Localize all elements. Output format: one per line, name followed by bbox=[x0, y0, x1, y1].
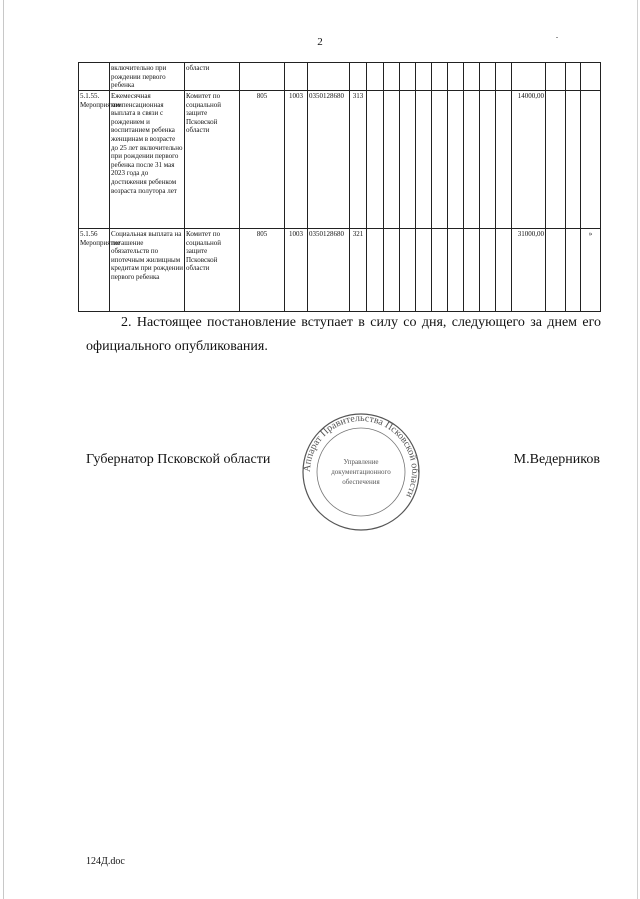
cell-csr: 0350128680 bbox=[308, 229, 350, 312]
cell-rzpr: 1003 bbox=[285, 91, 308, 229]
stamp-inner-line: Управление bbox=[343, 458, 379, 466]
cell-grbs: 805 bbox=[240, 229, 285, 312]
file-name: 124Д.doc bbox=[86, 856, 125, 867]
official-stamp bbox=[296, 412, 426, 532]
cell-rzpr: 1003 bbox=[285, 229, 308, 312]
stamp-inner-line: документационного bbox=[331, 468, 391, 476]
cell-code: 5.1.55. Мероприятие bbox=[79, 91, 110, 229]
cell-executor: Комитет по социальной защите Псковской области bbox=[185, 91, 240, 229]
cell-end-mark bbox=[581, 91, 601, 229]
page-number: 2 bbox=[317, 36, 323, 48]
table-row-continued bbox=[79, 63, 601, 91]
table-row bbox=[79, 91, 601, 229]
scan-edge-right bbox=[637, 0, 638, 899]
stamp-outer-text: Аппарат Правительства Псковской области bbox=[301, 412, 421, 500]
signature-name: М.Ведерников bbox=[513, 452, 600, 467]
cell-amount: 14000,00 bbox=[512, 91, 546, 229]
cell-executor: области bbox=[185, 63, 240, 91]
signature-position: Губернатор Псковской области bbox=[86, 452, 271, 467]
cell-end-mark: » bbox=[581, 229, 601, 312]
cell-description: Ежемесячная компенсационная выплата в связи с рождением и воспитанием ребенка женщинам в возрасте до 25 лет включительно при рождении первого ребенка после 31 мая 2023 года до достижения ребенком возраста полутора лет bbox=[110, 91, 185, 229]
cell-vr: 321 bbox=[350, 229, 367, 312]
cell-amount: 31000,00 bbox=[512, 229, 546, 312]
cell-description: включительно при рождении первого ребенка bbox=[110, 63, 185, 91]
cell-description: Социальная выплата на погашение обязательств по ипотечным жилищным кредитам при рождении первого ребенка bbox=[110, 229, 185, 312]
cell-grbs: 805 bbox=[240, 91, 285, 229]
stamp-inner-line: обеспечения bbox=[342, 478, 380, 486]
scan-edge-left bbox=[3, 0, 4, 899]
cell-vr: 313 bbox=[350, 91, 367, 229]
table-row bbox=[79, 229, 601, 312]
cell-executor: Комитет по социальной защите Псковской области bbox=[185, 229, 240, 312]
budget-table bbox=[78, 62, 601, 312]
cell-csr: 0350128680 bbox=[308, 91, 350, 229]
cell-code: 5.1.56 Мероприятие bbox=[79, 229, 110, 312]
closing-paragraph: 2. Настоящее постановление вступает в силу со дня, следующего за днем его официального опубликования. bbox=[86, 315, 601, 354]
